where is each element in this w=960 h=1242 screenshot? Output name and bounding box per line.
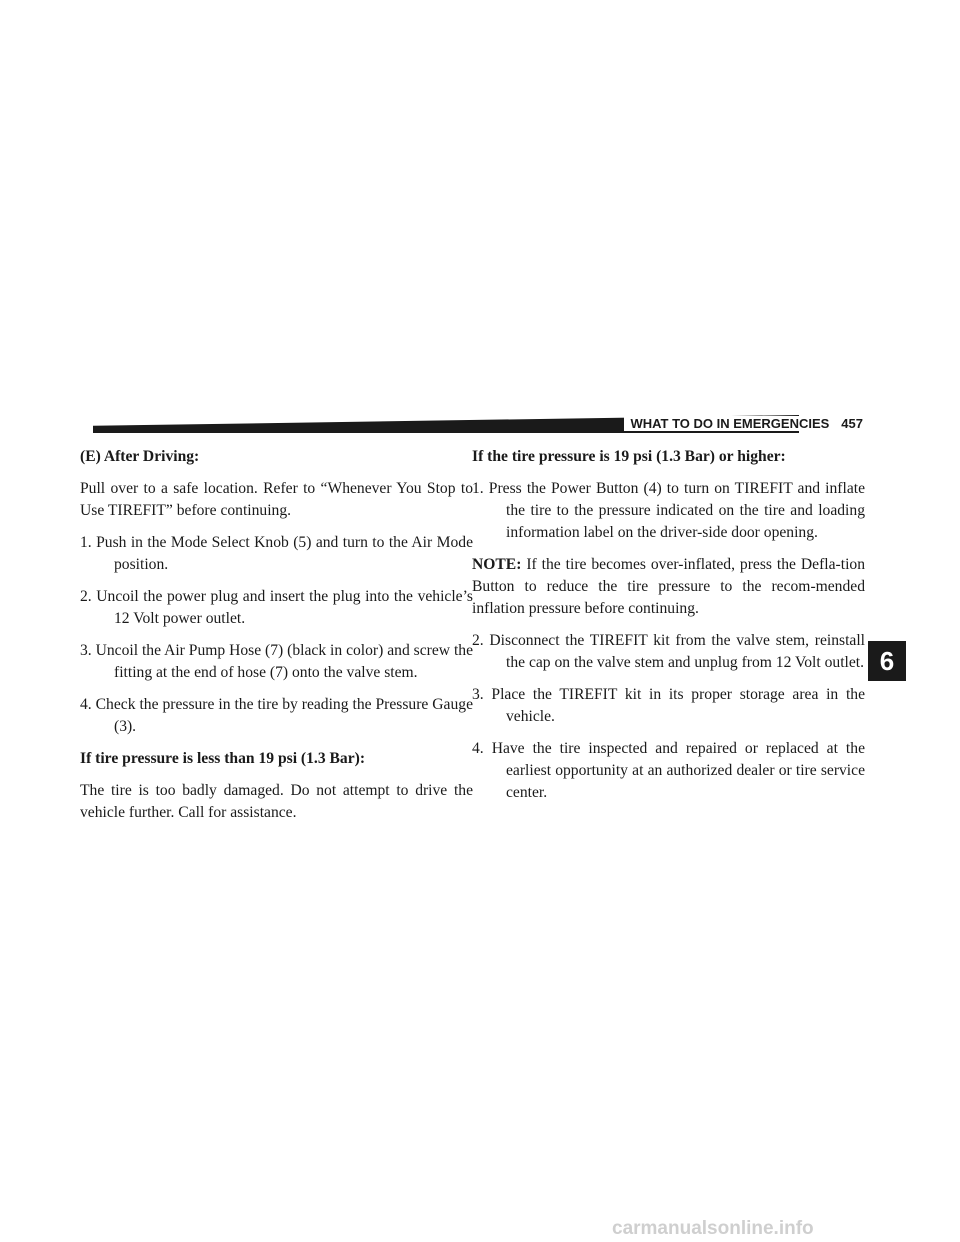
low-pressure-heading: If tire pressure is less than 19 psi (1.3 Bar): (80, 750, 366, 767)
page-number: 457 (841, 416, 863, 431)
intro-paragraph: Pull over to a safe location. Refer to “Whenever You Stop to Use TIREFIT” before continuing. (80, 480, 473, 519)
after-driving-heading: (E) After Driving: (80, 448, 200, 465)
note-text: If the tire becomes over-inflated, press the Defla-tion Button to reduce the tire pressure to the recom-mended inflation pressure before continuing. (472, 556, 865, 617)
list-item: 3. Place the TIREFIT kit in its proper storage area in the vehicle. (472, 686, 865, 725)
left-column (80, 446, 473, 834)
note-label: NOTE: (472, 556, 522, 573)
running-header (624, 416, 863, 431)
right-column (472, 446, 865, 814)
section-title: WHAT TO DO IN EMERGENCIES (630, 416, 830, 431)
list-item: 1. Push in the Mode Select Knob (5) and turn to the Air Mode position. (80, 534, 473, 573)
list-item: 1. Press the Power Button (4) to turn on TIREFIT and inflate the tire to the pressure indicated on the tire and loading information label on the driver-side door opening. (472, 480, 865, 541)
high-pressure-heading: If the tire pressure is 19 psi (1.3 Bar) or higher: (472, 448, 786, 465)
watermark: carmanualsonline.info (612, 1218, 814, 1239)
list-item: 3. Uncoil the Air Pump Hose (7) (black in color) and screw the fitting at the end of hose (7) onto the valve stem. (80, 642, 473, 681)
chapter-tab[interactable]: 6 (868, 641, 906, 681)
list-item: 4. Check the pressure in the tire by reading the Pressure Gauge (3). (80, 696, 473, 735)
closing-paragraph: The tire is too badly damaged. Do not attempt to drive the vehicle further. Call for assistance. (80, 782, 473, 821)
list-item: 4. Have the tire inspected and repaired or replaced at the earliest opportunity at an authorized dealer or tire service center. (472, 740, 865, 801)
note-paragraph (472, 554, 865, 620)
list-item: 2. Disconnect the TIREFIT kit from the valve stem, reinstall the cap on the valve stem and unplug from 12 Volt outlet. (472, 632, 865, 671)
list-item: 2. Uncoil the power plug and insert the plug into the vehicle’s 12 Volt power outlet. (80, 588, 473, 627)
